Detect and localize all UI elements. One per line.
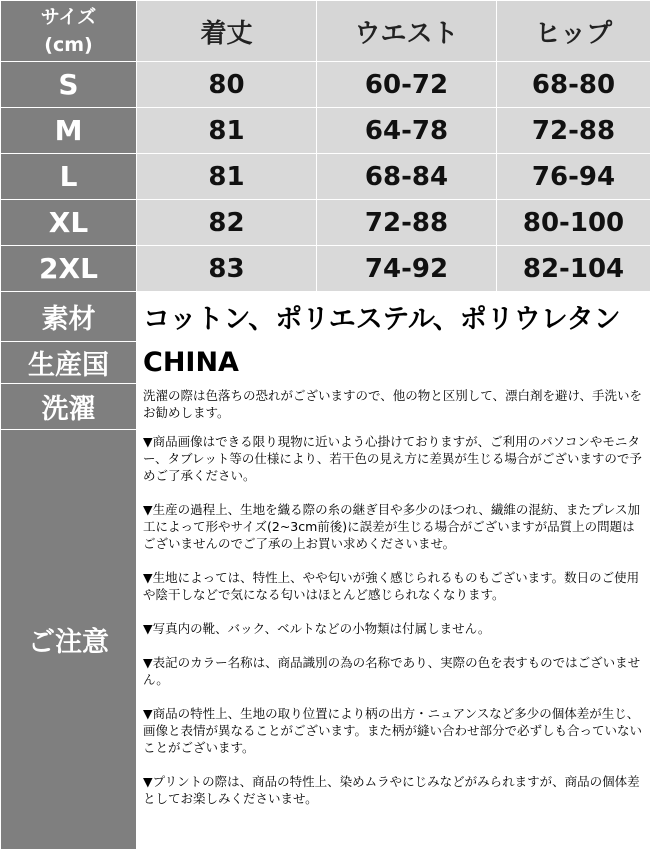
note-paragraph: ▼表記のカラー名称は、商品識別の為の名称であり、実際の色を表すものではございません。 — [143, 654, 644, 688]
notes-body — [137, 430, 650, 850]
size-label: M — [1, 108, 137, 154]
washing-label: 洗濯 — [1, 384, 137, 430]
hip-value: 80-100 — [497, 200, 650, 246]
hip-value: 82-104 — [497, 246, 650, 292]
size-label: S — [1, 62, 137, 108]
note-paragraph: ▼写真内の靴、バック、ベルトなどの小物類は付属しません。 — [143, 620, 644, 637]
origin-label: 生産国 — [1, 342, 137, 384]
hip-value: 68-80 — [497, 62, 650, 108]
header-row — [1, 1, 650, 62]
table-row — [1, 108, 650, 154]
table-row — [1, 154, 650, 200]
waist-value: 68-84 — [317, 154, 497, 200]
waist-value: 72-88 — [317, 200, 497, 246]
size-label: L — [1, 154, 137, 200]
origin-value: CHINA — [137, 342, 650, 384]
note-paragraph: ▼プリントの際は、商品の特性上、染めムラやにじみなどがみられますが、商品の個体差としてお楽しみくださいませ。 — [143, 773, 644, 807]
length-value: 81 — [137, 108, 317, 154]
col-header-length: 着丈 — [137, 1, 317, 62]
length-value: 81 — [137, 154, 317, 200]
note-paragraph: ▼商品の特性上、生地の取り位置により柄の出方・ニュアンスなど多少の個体差が生じ、画像と表情が異なることがございます。また柄が縫い合わせ部分で必ずしも合っていないことがございます。 — [143, 705, 644, 756]
table-row — [1, 62, 650, 108]
length-value: 83 — [137, 246, 317, 292]
col-header-waist: ウエスト — [317, 1, 497, 62]
size-label: XL — [1, 200, 137, 246]
waist-value: 74-92 — [317, 246, 497, 292]
length-value: 80 — [137, 62, 317, 108]
note-paragraph: ▼生地によっては、特性上、やや匂いが強く感じられるものもございます。数日のご使用や陰干しなどで気になる匂いはほとんど感じられなくなります。 — [143, 569, 644, 603]
size-label: 2XL — [1, 246, 137, 292]
size-unit-label: サイズ (cm) — [1, 1, 137, 62]
notes-label: ご注意 — [1, 430, 137, 850]
material-value: コットン、ポリエステル、ポリウレタン — [137, 292, 650, 342]
notes-row — [1, 430, 650, 850]
table-row — [1, 200, 650, 246]
note-paragraph: ▼商品画像はできる限り現物に近いよう心掛けておりますが、ご利用のパソコンやモニター、タブレット等の仕様により、若干色の見え方に差異が生じる場合がございますので予めご了承ください。 — [143, 433, 644, 484]
length-value: 82 — [137, 200, 317, 246]
origin-row — [1, 342, 650, 384]
material-row — [1, 292, 650, 342]
note-paragraph: ▼生産の過程上、生地を織る際の糸の継ぎ目や多少のほつれ、繊維の混紡、またプレス加工によって形やサイズ(2~3cm前後)に誤差が生じる場合がございますが品質上の問題はございませんのでご了承の上お買い求めくださいませ。 — [143, 501, 644, 552]
col-header-hip: ヒップ — [497, 1, 650, 62]
hip-value: 76-94 — [497, 154, 650, 200]
table-row — [1, 246, 650, 292]
hip-value: 72-88 — [497, 108, 650, 154]
waist-value: 60-72 — [317, 62, 497, 108]
washing-row — [1, 384, 650, 430]
washing-text: 洗濯の際は色落ちの恐れがございますので、他の物と区別して、漂白剤を避け、手洗いをお勧めします。 — [137, 384, 650, 430]
material-label: 素材 — [1, 292, 137, 342]
waist-value: 64-78 — [317, 108, 497, 154]
